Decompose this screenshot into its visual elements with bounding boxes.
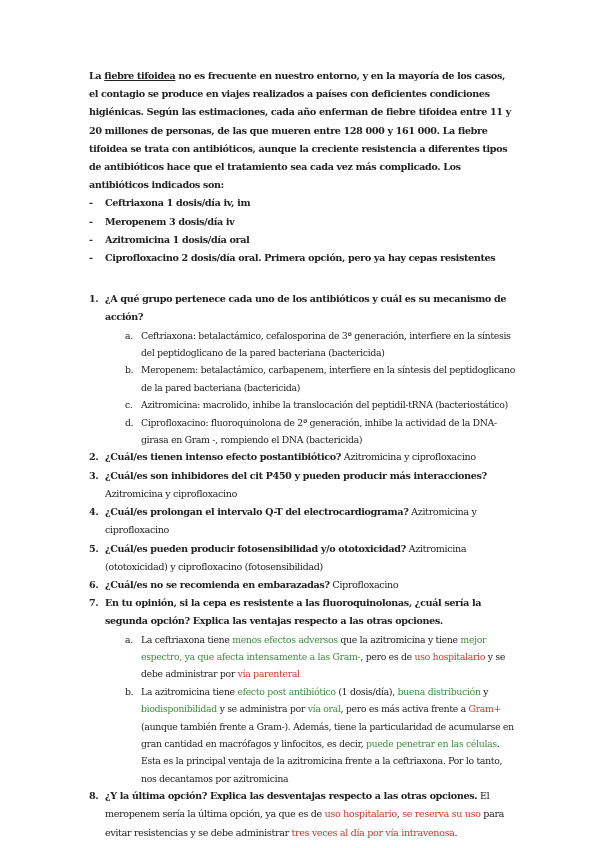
antibiotic-item: - Ciprofloxacino 2 dosis/día oral. Primera opción, pero ya hay cepas resistentes [89, 250, 516, 268]
intro-paragraph [89, 68, 516, 195]
sub-letter: a. [125, 330, 133, 342]
question-7 [89, 595, 516, 788]
highlight-disadvantage: se reserva su uso [402, 809, 481, 821]
highlight-advantage: menos efectos adversos [232, 634, 338, 646]
intro-text: no es frecuente en nuestro entorno, y en la mayoría de los casos, el contagio se produce en viajes realizados a países con deficientes condiciones higiénicas. Según las estimaciones, cada año enferman de fiebre tifoidea entre 11 y 20 millones de personas, de las que mueren entre 128 000 y 161 000. La fiebre tifoidea se trata con antibióticos, aunque la creciente resistencia a diferentes tipos de antibióticos hace que el tratamiento sea cada vez más complicado. Los antibióticos indicados son: [89, 71, 511, 192]
highlight-advantage: buena distribución [397, 686, 481, 698]
sub-answers [105, 632, 516, 789]
answer-text: La ceftriaxona tiene [141, 634, 233, 646]
highlight-advantage: mejor espectro, ya que afecta intensamente a las Gram- [141, 634, 487, 663]
sub-answer [105, 684, 516, 788]
sub-letter: c. [125, 400, 133, 412]
questions-list [89, 291, 516, 843]
question-text: ¿Y la última opción? Explica las desventajas respecto a las otras opciones. [105, 791, 478, 803]
question-number: 5. [89, 543, 99, 555]
answer-text: Azitromicina y ciprofloxacino [341, 452, 476, 464]
sub-answer [105, 328, 516, 363]
sub-answer-text: Meropenem: betalactámico, carbapenem, interfiere en la síntesis del peptidoglicano de la pared bacteriana (bactericida) [141, 365, 515, 394]
sub-letter: b. [125, 365, 134, 377]
answer-text: , pero es de [360, 651, 415, 663]
highlight-disadvantage: uso hospitalario [324, 809, 397, 821]
sub-answer-text: Azitromicina: macrolido, inhibe la translocación del peptidil-tRNA (bacteriostático) [141, 400, 508, 412]
answer-text: (1 dosis/día), [335, 686, 398, 698]
question-2 [89, 449, 516, 467]
question-number: 6. [89, 579, 99, 591]
question-number: 4. [89, 507, 99, 519]
answer-text: . [454, 827, 458, 839]
answer-text: y se debe administrar por [141, 651, 506, 681]
highlight-disadvantage: Gram+ [468, 704, 502, 716]
sub-answers [105, 328, 516, 450]
question-8 [89, 788, 516, 843]
answer-text: (aunque también frente a Gram-). Además, tiene la particularidad de acumularse en gran cantidad en macrófagos y linfocitos, es decir, [141, 721, 514, 750]
sub-answer-text: Ceftriaxona: betalactámico, cefalosporina de 3ª generación, interfiere en la síntesis del peptidoglicano de la pared bacteriana (bactericida) [141, 330, 511, 360]
question-1 [89, 291, 516, 449]
sub-answer [105, 415, 516, 450]
answer-text: , [396, 809, 403, 821]
question-3 [89, 468, 516, 504]
question-number: 7. [89, 598, 99, 610]
highlight-advantage: vía oral [307, 704, 341, 716]
highlight-disadvantage: vía parenteral [237, 669, 300, 681]
answer-text: El meropenem sería la última opción, ya que es de [105, 791, 490, 821]
answer-text: y [480, 686, 489, 698]
answer-text: . Esta es la principal ventaja de la azitromicina frente a la ceftriaxona. Por lo tanto, nos decantamos por azitromicina [141, 738, 503, 785]
answer-text: Azitromicina y ciprofloxacino [105, 507, 477, 537]
question-text: ¿Cuál/es tienen intenso efecto postantibiótico? [105, 452, 342, 464]
sub-letter: a. [125, 634, 133, 646]
question-text: En tu opinión, si la cepa es resistente a las fluoroquinolonas, ¿cuál sería la segunda opción? Explica las ventajas respecto a las otras opciones. [105, 598, 482, 628]
answer-text: Ciprofloxacino [329, 579, 399, 591]
antibiotics-list [89, 195, 516, 268]
antibiotic-item: - Meropenem 3 dosis/día iv [89, 214, 516, 232]
question-number: 2. [89, 452, 99, 464]
question-4 [89, 504, 516, 540]
answer-text: , pero es más activa frente a [340, 704, 469, 716]
question-text: ¿A qué grupo pertenece cada uno de los antibióticos y cuál es su mecanismo de acción? [105, 294, 507, 324]
highlight-disadvantage: tres veces al día por vía intravenosa [291, 827, 455, 839]
highlight-advantage: puede penetrar en las células [366, 738, 497, 750]
fiebre-tifoidea-link[interactable]: fiebre tifoidea [104, 71, 176, 82]
antibiotic-item: - Ceftriaxona 1 dosis/día iv, im [89, 195, 516, 213]
question-text: ¿Cuál/es no se recomienda en embarazadas? [105, 579, 330, 591]
highlight-advantage: biodisponibilidad [141, 704, 217, 716]
question-number: 8. [89, 791, 99, 803]
question-text: ¿Cuál/es son inhibidores del cit P450 y pueden producir más interacciones? [105, 470, 487, 482]
question-number: 1. [89, 294, 99, 306]
sub-letter: d. [125, 417, 134, 429]
question-number: 3. [89, 470, 99, 482]
answer-text: La azitromicina tiene [141, 686, 238, 698]
answer-text: Azitromicina (ototoxicidad) y ciprofloxacino (fotosensibilidad) [105, 543, 467, 573]
sub-answer-text: Ciprofloxacino: fluoroquinolona de 2ª generación, inhibe la actividad de la DNA-girasa en Gram -, rompiendo el DNA (bactericida) [141, 417, 497, 447]
sub-answer [105, 632, 516, 684]
answer-text: Azitromicina y ciprofloxacino [105, 488, 238, 500]
highlight-advantage: efecto post antibiótico [237, 686, 336, 698]
question-text: ¿Cuál/es prolongan el intervalo Q-T del electrocardiograma? [105, 507, 409, 519]
question-text: ¿Cuál/es pueden producir fotosensibilidad y/o ototoxicidad? [105, 543, 406, 555]
question-6 [89, 577, 516, 595]
intro-text: La [89, 71, 105, 82]
sub-answer [105, 397, 516, 414]
sub-answer [105, 362, 516, 397]
answer-text: que la azitromicina y tiene [337, 634, 461, 646]
answer-text: y se administra por [216, 704, 308, 716]
question-5 [89, 541, 516, 577]
antibiotic-item: - Azitromicina 1 dosis/día oral [89, 232, 516, 250]
highlight-disadvantage: uso hospitalario [414, 651, 486, 663]
answer-text: para evitar resistencias y se debe administrar [105, 809, 505, 839]
sub-letter: b. [125, 686, 134, 698]
